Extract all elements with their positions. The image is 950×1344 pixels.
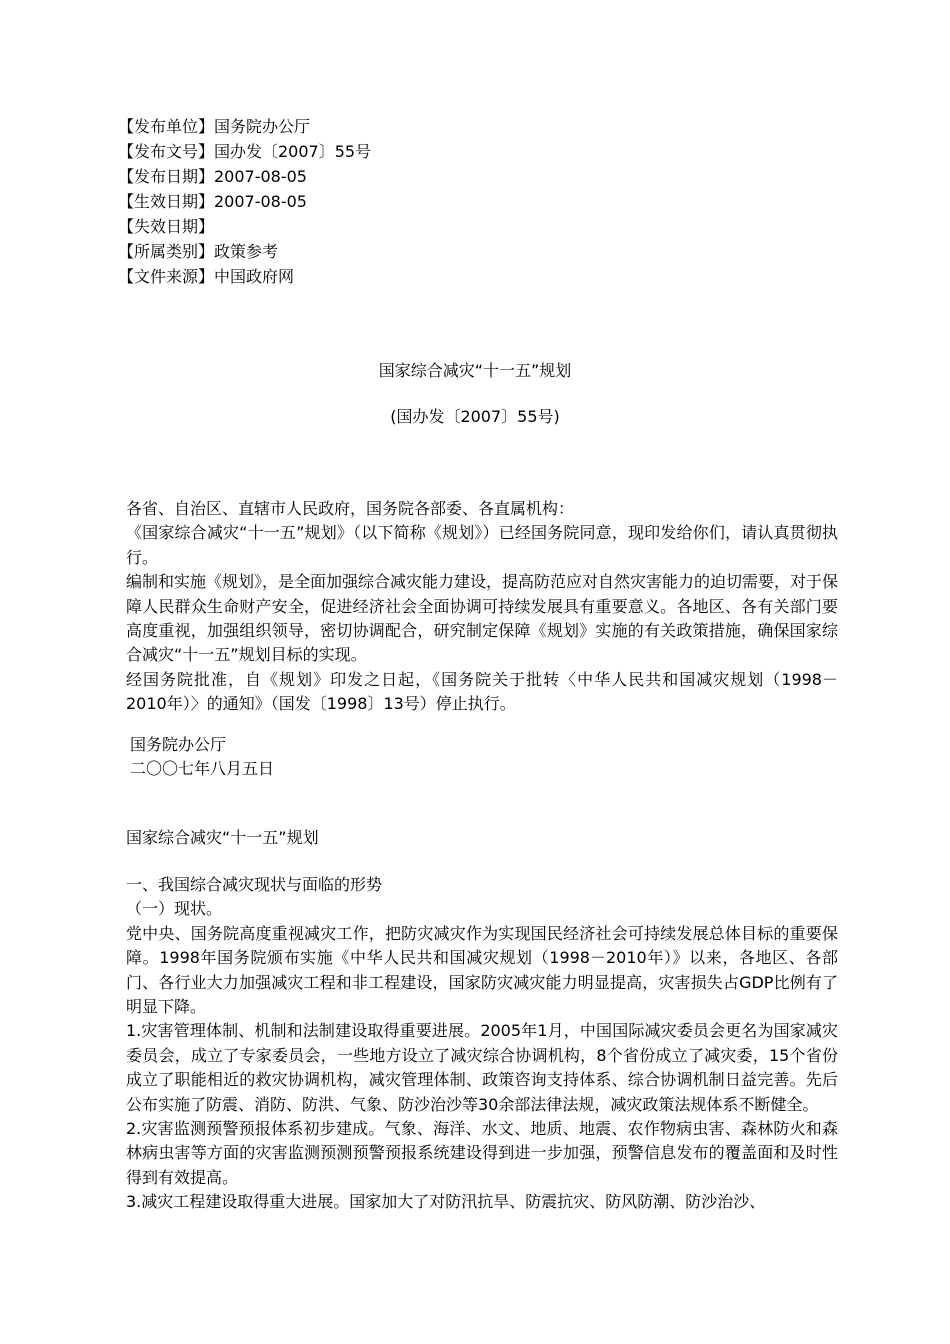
meta-expiry-date: 【失效日期】: [118, 217, 215, 236]
document-number: (国办发〔2007〕55号): [390, 407, 560, 426]
signature-block: [130, 733, 274, 781]
plan-paragraph: 1.灾害管理体制、机制和法制建设取得重要进展。2005年1月，中国国际减灾委员会更名为国家减灾委员会，成立了专家委员会，一些地方设立了减灾综合协调机构，8个省份成立了减灾委，15个省份成立了职能相近的救灾协调机构，减灾管理体制、政策咨询支持体系、综合协调机制日益完善。先后公布实施了防震、消防、防洪、气象、防沙治沙等30余部法律法规，减灾政策法规体系不断健全。: [126, 1021, 838, 1114]
meta-source: 【文件来源】中国政府网: [118, 267, 295, 286]
notice-addressee: 各省、自治区、直辖市人民政府，国务院各部委、各直属机构：: [126, 499, 575, 518]
notice-paragraph: 经国务院批准，自《规划》印发之日起，《国务院关于批转〈中华人民共和国减灾规划（1998－2010年）〉的通知》（国发〔1998〕13号）停止执行。: [126, 669, 838, 714]
sign-date: 二〇〇七年八月五日: [130, 759, 275, 778]
notice-paragraph: 编制和实施《规划》，是全面加强综合减灾能力建设，提高防范应对自然灾害能力的迫切需要，对于保障人民群众生命财产安全，促进经济社会全面协调可持续发展具有重要意义。各地区、各有关部门要高度重视，加强组织领导，密切协调配合，研究制定保障《规划》实施的有关政策措施，确保国家综合减灾“十一五”规划目标的实现。: [126, 572, 839, 665]
meta-doc-number: 【发布文号】国办发〔2007〕55号: [118, 142, 372, 161]
meta-effective-date: 【生效日期】2007-08-05: [118, 192, 307, 211]
meta-category: 【所属类别】政策参考: [118, 242, 279, 261]
metadata-block: [118, 114, 371, 289]
plan-paragraph: 3.减灾工程建设取得重大进展。国家加大了对防汛抗旱、防震抗灾、防风防潮、防沙治沙、: [126, 1192, 766, 1212]
plan-paragraph: 2.灾害监测预警预报体系初步建成。气象、海洋、水文、地质、地震、农作物病虫害、森林防火和森林病虫害等方面的灾害监测预测预警预报系统建设得到进一步加强，预警信息发布的覆盖面和及时性得到有效提高。: [126, 1119, 838, 1187]
document-title: 国家综合减灾“十一五”规划: [378, 361, 572, 380]
plan-body: [126, 873, 838, 1215]
plan-paragraph: 党中央、国务院高度重视减灾工作，把防灾减灾作为实现国民经济社会可持续发展总体目标的重要保障。1998年国务院颁布实施《中华人民共和国减灾规划（1998－2010年）》以来，各地区、各部门、各行业大力加强减灾工程和非工程建设，国家防灾减灾能力明显提高，灾害损失占GDP比例有了明显下降。: [126, 923, 838, 1017]
meta-issue-date: 【发布日期】2007-08-05: [118, 167, 307, 186]
plan-heading: 国家综合减灾“十一五”规划: [126, 828, 319, 847]
subsection-heading: （一）现状。: [126, 899, 223, 919]
signer: 国务院办公厅: [130, 735, 227, 754]
meta-issuer: 【发布单位】国务院办公厅: [118, 117, 311, 136]
notice-paragraph: 《国家综合减灾“十一五”规划》（以下简称《规划》）已经国务院同意，现印发给你们，请认真贯彻执行。: [126, 523, 838, 567]
section-heading: 一、我国综合减灾现状与面临的形势: [126, 875, 383, 894]
notice-body: [126, 497, 838, 717]
